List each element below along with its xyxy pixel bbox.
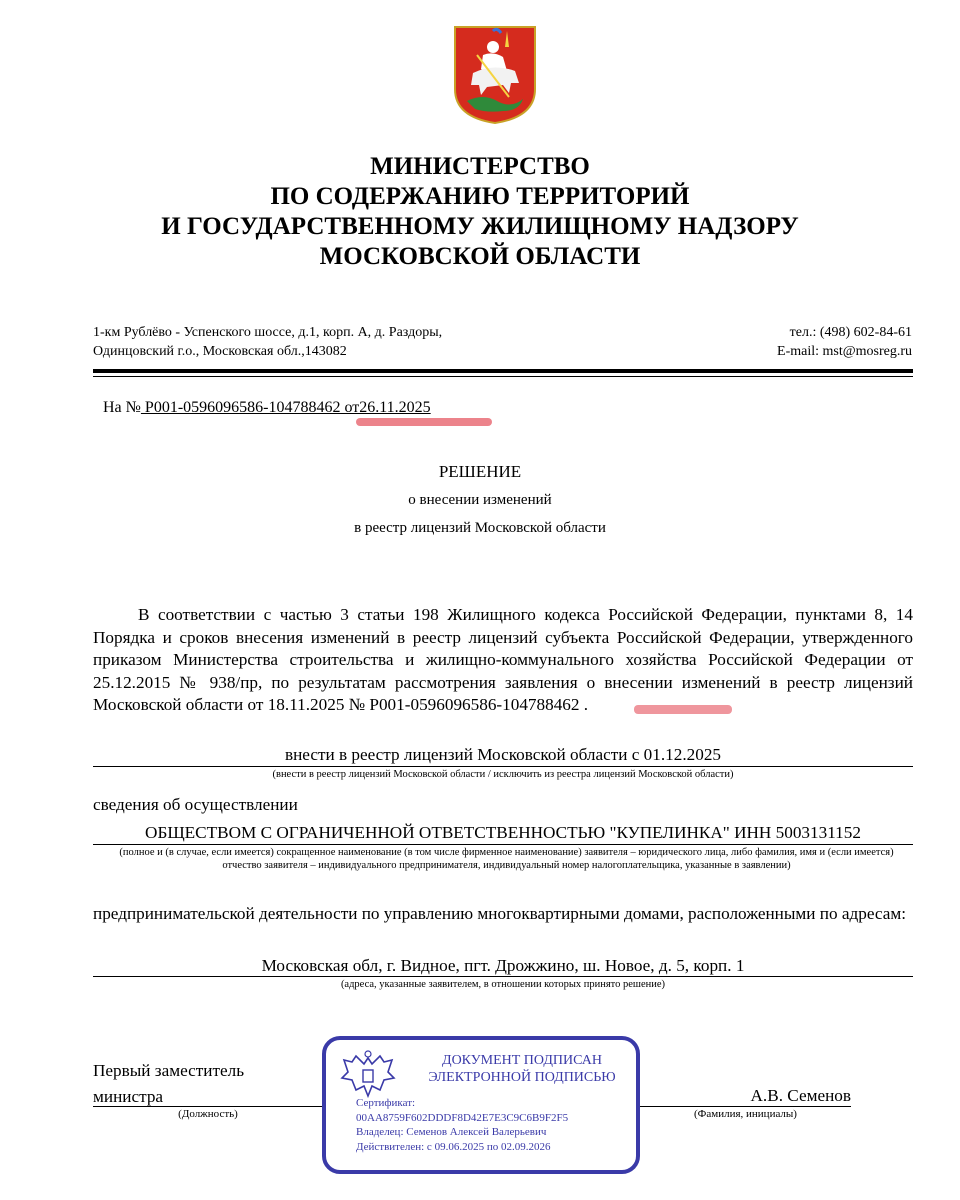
position-line: министра	[93, 1087, 164, 1106]
decision-text: внести в реестр лицензий Московской области с 01.12.2025	[284, 745, 722, 764]
field-underline	[640, 1106, 851, 1107]
document-subtitle: о внесении изменений	[408, 492, 552, 508]
document-subtitle: в реестр лицензий Московской области	[354, 520, 606, 536]
ministry-line: МОСКОВСКОЙ ОБЛАСТИ	[319, 243, 641, 270]
reference-number: Р001-0596096586-104788462	[140, 399, 341, 416]
address-caption: (адреса, указанные заявителем, в отношении которых принято решение)	[340, 979, 666, 990]
stamp-title-line: ДОКУМЕНТ ПОДПИСАН	[442, 1053, 602, 1068]
organization-name: ОБЩЕСТВОМ С ОГРАНИЧЕННОЙ ОТВЕТСТВЕННОСТЬЮ "КУПЕЛИНКА" ИНН 5003131152	[145, 823, 861, 842]
field-underline	[93, 766, 913, 767]
position-caption: (Должность)	[178, 1108, 238, 1120]
certificate-validity: Действителен: с 09.06.2025 по 02.09.2026	[356, 1140, 551, 1153]
signer-name: А.В. Семенов	[750, 1086, 851, 1105]
certificate-label: Сертификат:	[356, 1097, 416, 1109]
reference-date: от26.11.2025	[340, 399, 431, 416]
coat-of-arms-icon	[453, 25, 537, 125]
header-divider-thick	[93, 369, 913, 373]
header-divider-thin	[93, 376, 913, 377]
address-line: 1-км Рублёво - Успенского шоссе, д.1, корп. А, д. Раздоры,	[93, 325, 443, 340]
activity-text: предпринимательской деятельности по управлению многоквартирными домами, расположенными по адресам:	[93, 904, 907, 923]
position-line: Первый заместитель	[93, 1061, 245, 1080]
body-paragraph: В соответствии с частью 3 статьи 198 Жилищного кодекса Российской Федерации, пунктами 8, 14 Порядка и сроков внесения изменений в реестр лицензий субъекта Российской Федерации, утвержденного приказом Министерства строительства и жилищно-коммунального хозяйства Российской Федерации от 25.12.2015 № 938/пр, по результатам рассмотрения заявления о внесении изменений в реестр лицензий Московской области от 18.11.2025 № Р001-0596096586-104788462 .	[93, 605, 913, 714]
reference-line	[103, 399, 431, 417]
certificate-number: 00AA8759F602DDDF8D42E7E3C9C6B9F2F5	[356, 1111, 569, 1124]
document-title: РЕШЕНИЕ	[438, 462, 522, 481]
certificate-owner: Владелец: Семенов Алексей Валерьевич	[356, 1126, 547, 1138]
info-label: сведения об осуществлении	[93, 795, 298, 814]
stamp-title	[412, 1052, 632, 1086]
email: E-mail: mst@mosreg.ru	[777, 344, 912, 359]
double-headed-eagle-icon	[340, 1050, 396, 1102]
stamp-title-line: ЭЛЕКТРОННОЙ ПОДПИСЬЮ	[428, 1070, 616, 1085]
property-address: Московская обл, г. Видное, пгт. Дрожжино, ш. Новое, д. 5, корп. 1	[261, 956, 745, 975]
electronic-signature-stamp	[322, 1036, 640, 1174]
highlight-mark	[356, 418, 492, 426]
name-caption: (Фамилия, инициалы)	[694, 1108, 797, 1120]
ministry-address	[93, 323, 442, 361]
field-underline	[93, 1106, 323, 1107]
field-underline	[93, 976, 913, 977]
field-underline	[93, 844, 913, 845]
ministry-line: МИНИСТЕРСТВО	[370, 153, 590, 180]
ministry-name	[0, 152, 960, 272]
ministry-contacts	[777, 323, 912, 361]
organization-caption: (полное и (в случае, если имеется) сокращенное наименование (в том числе фирменное наименование) заявителя – юридического лица, либо фамилия, имя и (если имеется) отчество заявителя – индивидуального предпринимателя, индивидуальный номер налогоплательщика, указанные в заявлении)	[119, 847, 894, 871]
ministry-line: ПО СОДЕРЖАНИЮ ТЕРРИТОРИЙ	[270, 183, 690, 210]
signer-position	[93, 1058, 244, 1110]
phone: тел.: (498) 602-84-61	[789, 325, 912, 340]
address-line: Одинцовский г.о., Московская обл.,143082	[93, 344, 347, 359]
reference-prefix: На №	[103, 399, 141, 416]
ministry-line: И ГОСУДАРСТВЕННОМУ ЖИЛИЩНОМУ НАДЗОРУ	[161, 213, 799, 240]
certificate-details	[356, 1096, 568, 1154]
highlight-mark	[634, 705, 732, 714]
decision-caption: (внести в реестр лицензий Московской области / исключить из реестра лицензий Московской области)	[272, 769, 734, 780]
